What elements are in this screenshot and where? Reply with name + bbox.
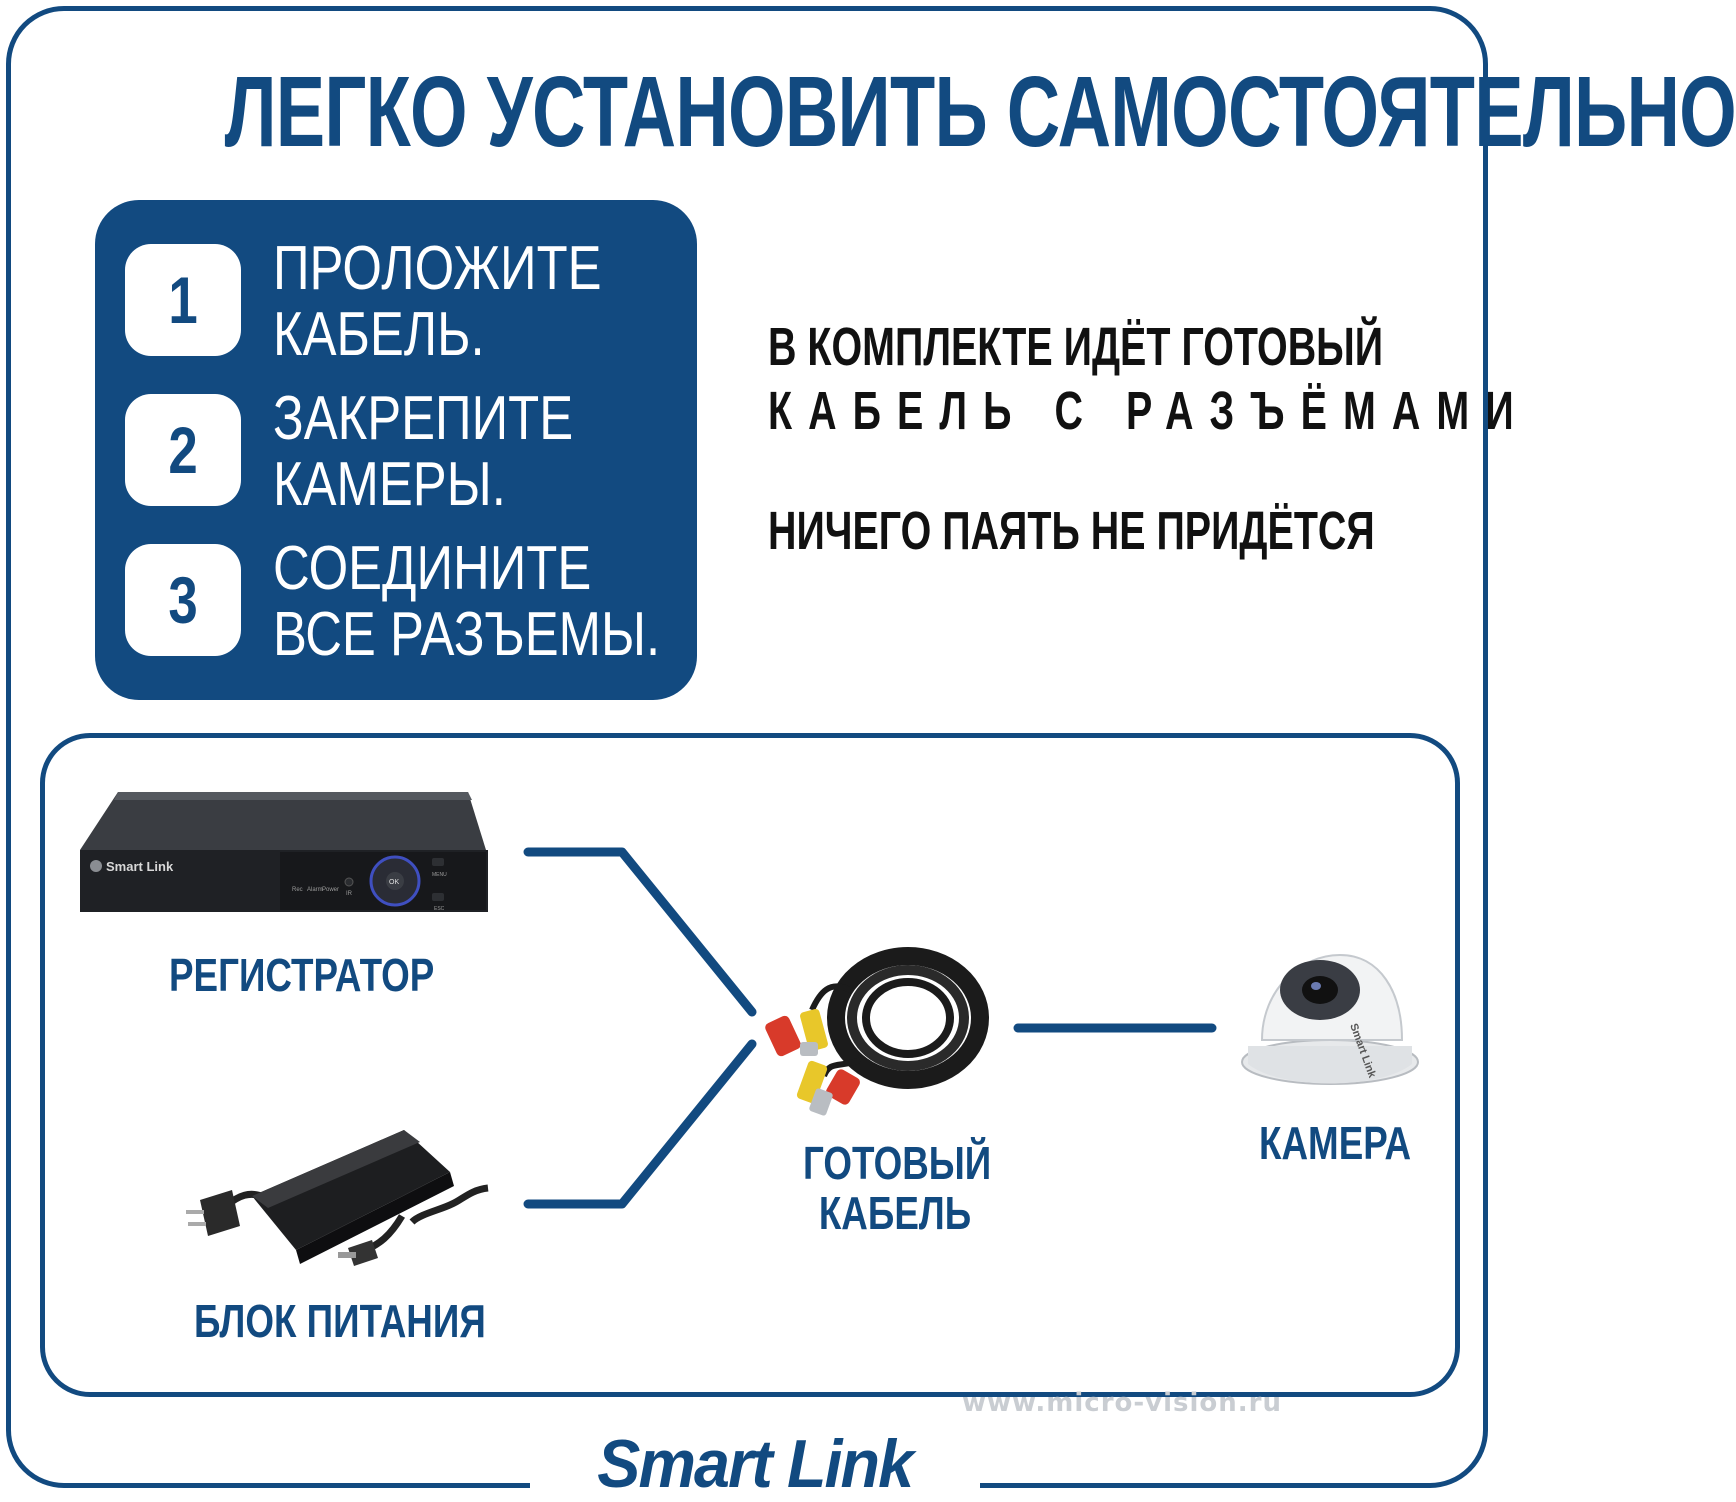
svg-text:MENU: MENU	[432, 872, 447, 878]
step-line-2: КАБЕЛЬ.	[273, 300, 485, 369]
step-number: 2	[168, 413, 198, 487]
page-title: ЛЕГКО УСТАНОВИТЬ САМОСТОЯТЕЛЬНО	[224, 56, 1736, 168]
step-number: 3	[168, 563, 198, 637]
watermark-url: www.micro-vision.ru	[962, 1388, 1282, 1418]
power-label: БЛОК ПИТАНИЯ	[194, 1295, 486, 1347]
recorder-image	[80, 792, 488, 912]
step-line-1: ПРОЛОЖИТЕ	[273, 234, 602, 303]
svg-text:Alarm: Alarm	[307, 887, 323, 893]
camera-brand: Smart Link	[1347, 1021, 1378, 1080]
step-number: 1	[168, 263, 198, 337]
note-line-2: КАБЕЛЬ С РАЗЪЁМАМИ	[768, 381, 1530, 441]
camera-label: КАМЕРА	[1259, 1117, 1412, 1169]
step-line-2: КАМЕРЫ.	[273, 450, 506, 519]
brand-logo	[530, 1428, 980, 1500]
cable-image	[764, 956, 980, 1116]
svg-text:OK: OK	[389, 879, 400, 886]
camera-image	[1242, 955, 1418, 1084]
recorder-connector	[528, 852, 752, 1012]
svg-text:ESC: ESC	[434, 906, 445, 912]
step-line-1: ЗАКРЕПИТЕ	[273, 384, 574, 453]
power-adapter-image	[186, 1130, 488, 1266]
svg-text:Rec: Rec	[292, 887, 303, 893]
note-line-1: В КОМПЛЕКТЕ ИДЁТ ГОТОВЫЙ	[768, 317, 1384, 377]
cable-label-line-1: ГОТОВЫЙ	[803, 1137, 992, 1189]
recorder-brand: Smart Link	[106, 859, 174, 874]
cable-label-line-2: КАБЕЛЬ	[818, 1187, 972, 1239]
svg-text:IR: IR	[346, 891, 352, 897]
svg-text:Power: Power	[322, 887, 340, 893]
step-line-1: СОЕДИНИТЕ	[273, 534, 592, 603]
brand-logo-text: Smart Link	[597, 1426, 913, 1502]
note-line-3: НИЧЕГО ПАЯТЬ НЕ ПРИДЁТСЯ	[768, 501, 1375, 561]
power-connector	[528, 1044, 752, 1204]
step-line-2: ВСЕ РАЗЪЕМЫ.	[273, 600, 661, 669]
recorder-label: РЕГИСТРАТОР	[169, 949, 435, 1001]
